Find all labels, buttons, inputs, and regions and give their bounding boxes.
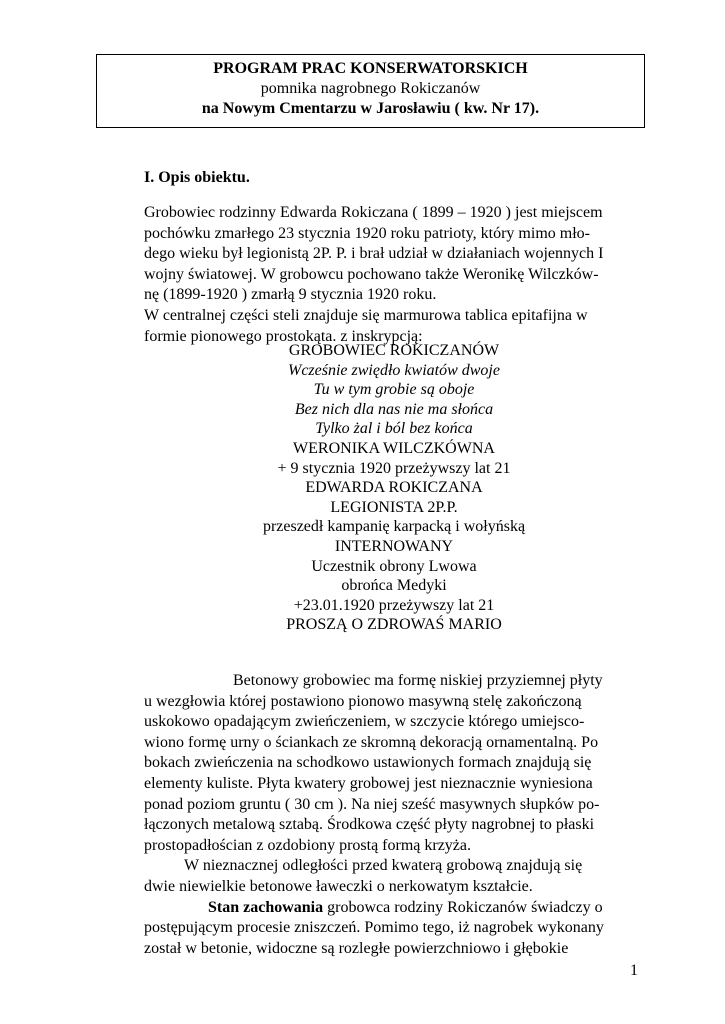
epitaph-line: +23.01.1920 przeżywszy lat 21: [293, 596, 495, 614]
epitaph-line: WERONIKA WILCZKÓWNA: [293, 439, 495, 457]
text-line: dego wieku był legionistą 2P. P. i brał udział w działaniach wojennych I: [144, 245, 604, 263]
document-title: PROGRAM PRAC KONSERWATORSKICH: [213, 60, 528, 77]
epitaph-line: LEGIONISTA 2P.P.: [330, 498, 458, 516]
epitaph-line: Wcześnie zwiędło kwiatów dwoje: [288, 361, 500, 379]
text-line: ponad poziom gruntu ( 30 cm ). Na niej sześć masywnych słupków po-: [144, 795, 600, 813]
text-line: W centralnej części steli znajduje się marmurowa tablica epitafijna w: [144, 306, 588, 324]
section-title: I. Opis obiektu.: [144, 169, 250, 186]
epitaph-line: przeszedł kampanię karpacką i wołyńską: [262, 518, 526, 536]
epitaph-line: EDWARDA ROKICZANA: [305, 479, 483, 497]
page-number: 1: [630, 962, 638, 979]
document-location: na Nowym Cmentarzu w Jarosławiu ( kw. Nr 17).: [201, 100, 540, 117]
state-label: Stan zachowania: [208, 898, 324, 916]
text-line: nę (1899-1920 ) zmarłą 9 stycznia 1920 roku.: [144, 286, 437, 304]
epitaph-line: INTERNOWANY: [334, 537, 454, 555]
text-line: postępującym procesie zniszczeń. Pomimo tego, iż nagrobek wykonany: [144, 919, 604, 937]
text-line: wiono formę urny o ściankach ze skromną dekoracją ornamentalną. Po: [144, 733, 599, 751]
text-line: u wezgłowia której postawiono pionowo masywną stelę zakończoną: [144, 692, 582, 710]
epitaph-line: + 9 stycznia 1920 przeżywszy lat 21: [277, 459, 511, 477]
epitaph-line: Tylko żal i ból bez końca: [315, 420, 473, 438]
text-line: W nieznacznej odległości przed kwaterą grobową znajdują się: [184, 857, 583, 875]
text-line: Betonowy grobowiec ma formę niskiej przyziemnej płyty: [233, 672, 603, 689]
header-box: [96, 54, 645, 128]
epitaph-line: GROBOWIEC ROKICZANÓW: [288, 342, 500, 359]
text-line: dwie niewielkie betonowe ławeczki o nerkowatym kształcie.: [144, 877, 533, 895]
epitaph-inscription: [144, 341, 644, 635]
epitaph-line: PROSZĄ O ZDROWAŚ MARIO: [286, 616, 502, 634]
text-line: Grobowiec rodzinny Edwarda Rokiczana ( 1899 – 1920 ) jest miejscem: [144, 204, 603, 221]
text-line: bokach zwieńczenia na schodkowo ustawionych formach znajdują się: [144, 754, 592, 772]
text-line: został w betonie, widoczne są rozległe powierzchniowo i głębokie: [144, 939, 569, 957]
epitaph-line: Bez nich dla nas nie ma słońca: [294, 400, 494, 418]
text-line: uskokowo opadającym zwieńczeniem, w szczycie którego umiejsco-: [144, 713, 585, 731]
state-line: [144, 898, 644, 919]
text-line: elementy kuliste. Płyta kwatery grobowej jest nieznacznie wyniesiona: [144, 774, 593, 792]
state-line-rest: grobowca rodziny Rokiczanów świadczy o: [323, 898, 603, 916]
document-subtitle: pomnika nagrobnego Rokiczanów: [260, 80, 481, 97]
intro-paragraph: [144, 203, 644, 347]
text-line: pochówku zmarłego 23 stycznia 1920 roku patrioty, który mimo mło-: [144, 224, 590, 242]
epitaph-line: Tu w tym grobie są oboje: [313, 381, 475, 399]
epitaph-line: Uczestnik obrony Lwowa: [311, 557, 477, 575]
text-line: łączonych metalową sztabą. Środkowa część płyty nagrobnej to płaski: [144, 816, 595, 834]
text-line: wojny światowej. W grobowcu pochowano także Weronikę Wilczków-: [144, 265, 599, 283]
epitaph-line: obrońca Medyki: [341, 577, 447, 595]
description-paragraph: [144, 671, 644, 959]
text-line: formie pionowego prostokąta. z inskrypcją:: [144, 327, 423, 345]
text-line: prostopadłościan z ozdobiony prostą formą krzyża.: [144, 836, 472, 854]
